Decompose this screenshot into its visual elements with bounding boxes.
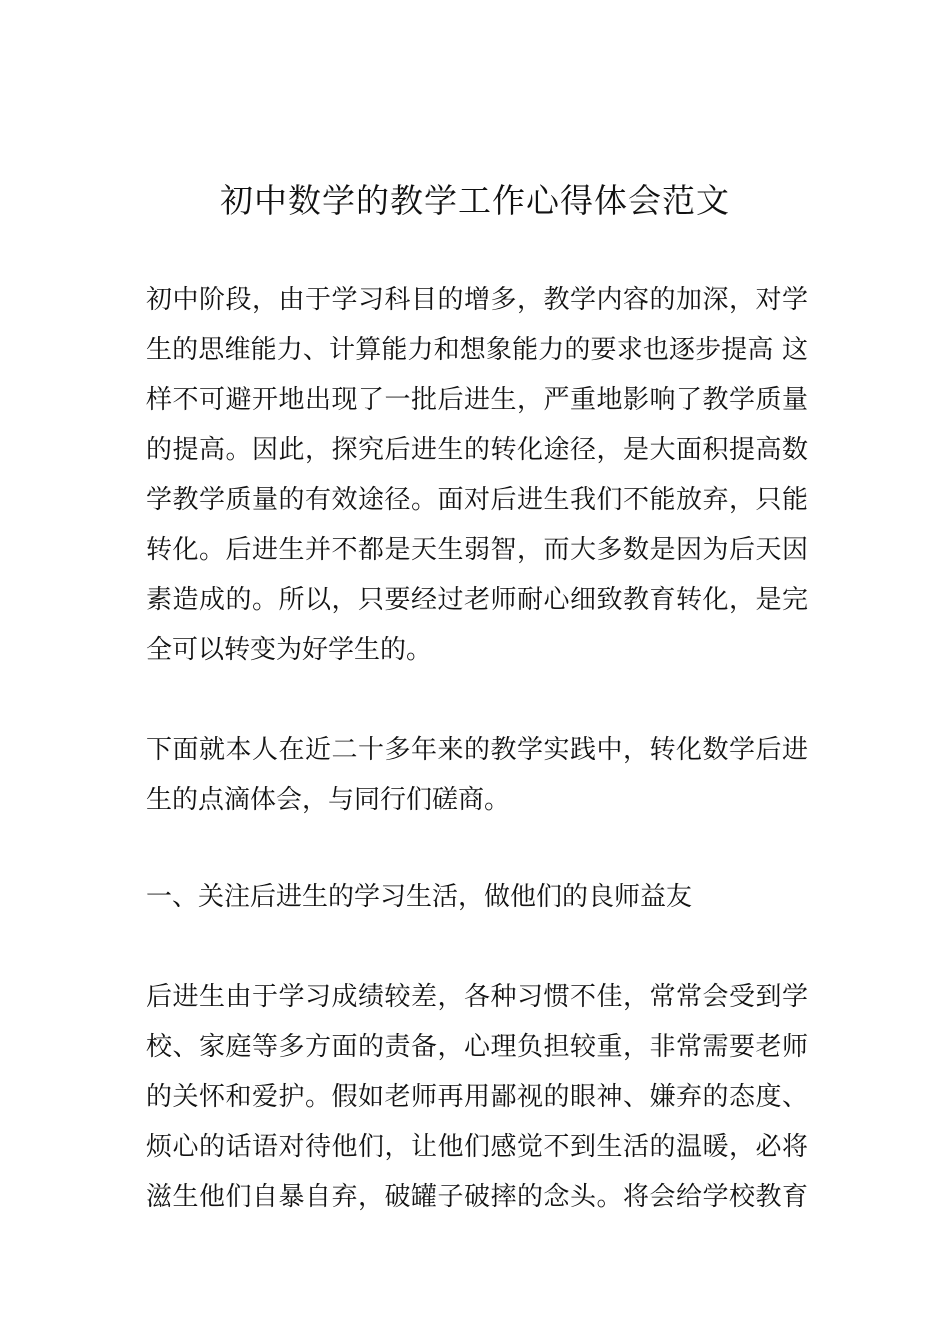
text-line: 全可以转变为好学生的。 <box>146 635 433 665</box>
text-line: 的提高。因此，探究后进生的转化途径，是大面积提高数 <box>146 435 808 465</box>
text-line: 样不可避开地出现了一批后进生，严重地影响了教学质量 <box>146 385 808 415</box>
text-line: 的关怀和爱护。假如老师再用鄙视的眼神、嫌弃的态度、 <box>146 1082 808 1112</box>
text-line: 生的点滴体会，与同行们磋商。 <box>146 785 511 815</box>
document-title: 初中数学的教学工作心得体会范文 <box>220 181 730 220</box>
section-heading-1 <box>146 872 808 922</box>
text-line: 素造成的。所以，只要经过老师耐心细致教育转化，是完 <box>146 585 808 615</box>
text-line: 学教学质量的有效途径。面对后进生我们不能放弃，只能 <box>146 485 808 515</box>
text-line: 初中阶段，由于学习科目的增多，教学内容的加深，对学 <box>146 285 808 315</box>
text-line: 烦心的话语对待他们，让他们感觉不到生活的温暖，必将 <box>146 1132 808 1162</box>
text-line: 滋生他们自暴自弃，破罐子破摔的念头。将会给学校教育 <box>146 1182 808 1212</box>
text-line: 生的思维能力、计算能力和想象能力的要求也逐步提高 这 <box>146 335 808 365</box>
text-line: 转化。后进生并不都是天生弱智，而大多数是因为后天因 <box>146 535 808 565</box>
text-line: 校、家庭等多方面的责备，心理负担较重，非常需要老师 <box>146 1032 808 1062</box>
paragraph-practice <box>146 725 808 825</box>
heading-text: 一、关注后进生的学习生活，做他们的良师益友 <box>146 882 693 912</box>
paragraph-section-1 <box>146 972 808 1222</box>
paragraph-intro <box>146 275 808 675</box>
text-line: 下面就本人在近二十多年来的教学实践中，转化数学后进 <box>146 735 808 765</box>
text-line: 后进生由于学习成绩较差，各种习惯不佳，常常会受到学 <box>146 982 808 1012</box>
